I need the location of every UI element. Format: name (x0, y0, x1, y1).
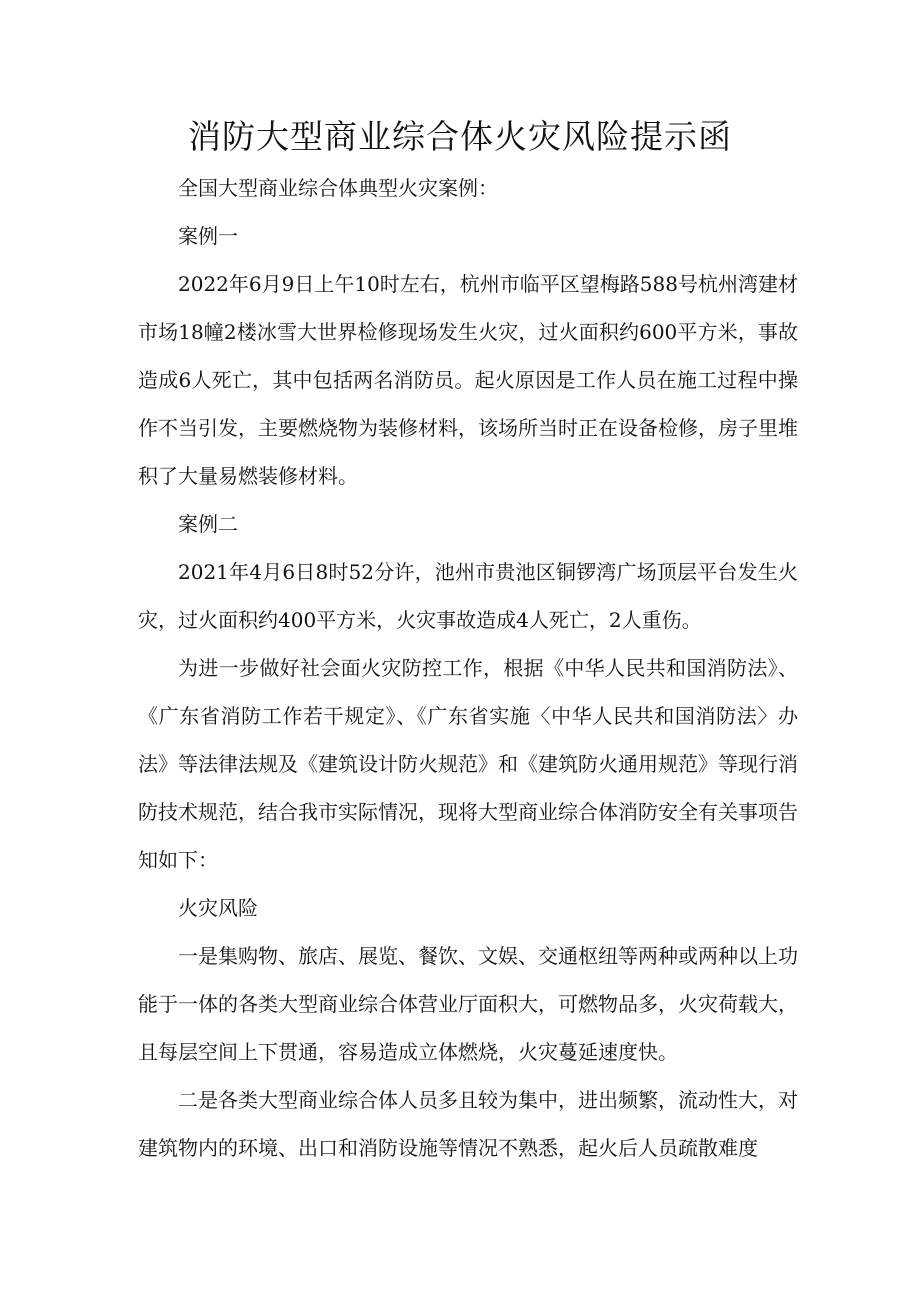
paragraph-case-one: 2022年6月9日上午10时左右，杭州市临平区望梅路588号杭州湾建材市场18幢2楼冰雪大世界检修现场发生火灾，过火面积约600平方米，事故造成6人死亡，其中包括两名消防员。起火原因是工作人员在施工过程中操作不当引发，主要燃烧物为装修材料，该场所当时正在设备检修，房子里堆积了大量易燃装修材料。 (138, 272, 798, 488)
paragraph-risk-one: 一是集购物、旅店、展览、餐饮、文娱、交通枢纽等两种或两种以上功能于一体的各类大型商业综合体营业厅面积大，可燃物品多，火灾荷载大，且每层空间上下贯通，容易造成立体燃烧，火灾蔓延速度快。 (138, 944, 798, 1064)
paragraph-case-two: 2021年4月6日8时52分许，池州市贵池区铜锣湾广场顶层平台发生火灾，过火面积约400平方米，火灾事故造成4人死亡，2人重伤。 (138, 560, 798, 632)
heading-case-two: 案例二 (178, 512, 238, 536)
document-body (138, 164, 798, 1172)
heading-case-one: 案例一 (178, 224, 238, 248)
paragraph-risk-two: 二是各类大型商业综合体人员多且较为集中，进出频繁，流动性大，对建筑物内的环境、出口和消防设施等情况不熟悉，起火后人员疏散难度 (138, 1088, 798, 1160)
document-title: 消防大型商业综合体火灾风险提示函 (188, 117, 732, 156)
heading-fire-risk: 火灾风险 (178, 896, 258, 920)
paragraph-legal-basis: 为进一步做好社会面火灾防控工作，根据《中华人民共和国消防法》、《广东省消防工作若干规定》、《广东省实施〈中华人民共和国消防法〉办法》等法律法规及《建筑设计防火规范》和《建筑防火通用规范》等现行消防技术规范，结合我市实际情况，现将大型商业综合体消防安全有关事项告知如下： (138, 656, 798, 872)
paragraph-intro: 全国大型商业综合体典型火灾案例： (178, 176, 498, 200)
